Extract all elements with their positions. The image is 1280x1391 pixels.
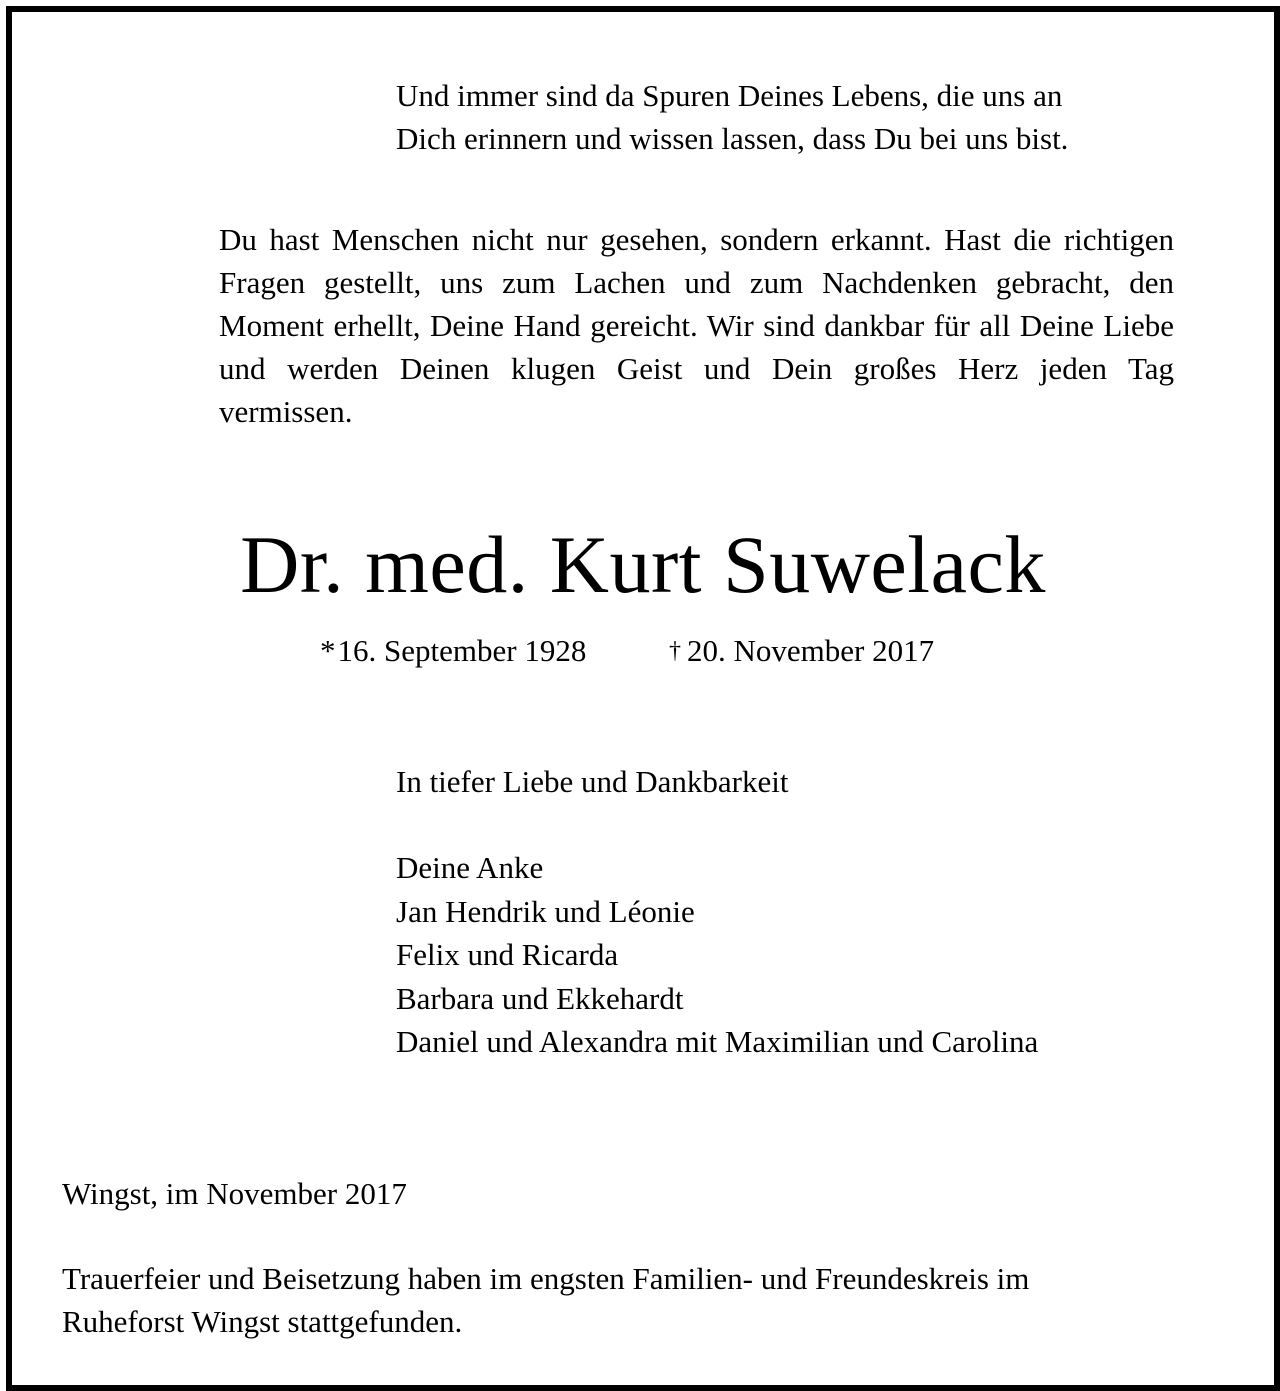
mourner-item: Barbara und Ekkehardt [396,980,684,1016]
death-date-group [669,629,934,673]
quote-line-1: Und immer sind da Spuren Deines Lebens, die uns an [396,78,1063,113]
birth-date: 16. September 1928 [337,633,587,668]
death-date: 20. November 2017 [687,633,935,668]
mourners-list [396,846,1038,1064]
funeral-notice [62,1257,1182,1343]
notice-line-2: Ruheforst Wingst stattgefunden. [62,1304,463,1339]
deceased-name: Dr. med. Kurt Suwelack [240,519,1046,610]
mourners-block [396,760,1038,1064]
opening-quote [396,74,1186,160]
death-cross-icon: † [669,638,681,664]
birth-star-icon: * [320,633,336,668]
mourners-intro: In tiefer Liebe und Dankbarkeit [396,764,789,799]
place-and-date: Wingst, im November 2017 [62,1176,407,1211]
mourner-item: Daniel und Alexandra mit Maximilian und Carolina [396,1024,1039,1059]
mourner-item: Deine Anke [396,850,544,885]
mourner-item: Jan Hendrik und Léonie [396,893,695,929]
tribute-paragraph: Du hast Menschen nicht nur gesehen, sondern erkannt. Hast die richtigen Fragen gestellt, uns zum Lachen und zum Nachdenken gebracht, den Moment erhellt, Deine Hand gereicht. Wir sind dankbar für all Deine Liebe und werden Deinen klugen Geist und Dein großes Herz jeden Tag vermissen. [219,222,1174,429]
notice-line-1: Trauerfeier und Beisetzung haben im engsten Familien- und Freundeskreis im [62,1261,1030,1296]
obituary-frame [6,6,1280,1391]
quote-line-2: Dich erinnern und wissen lassen, dass Du bei uns bist. [396,121,1069,156]
birth-date-group [320,629,586,672]
mourner-item: Felix und Ricarda [396,937,619,972]
